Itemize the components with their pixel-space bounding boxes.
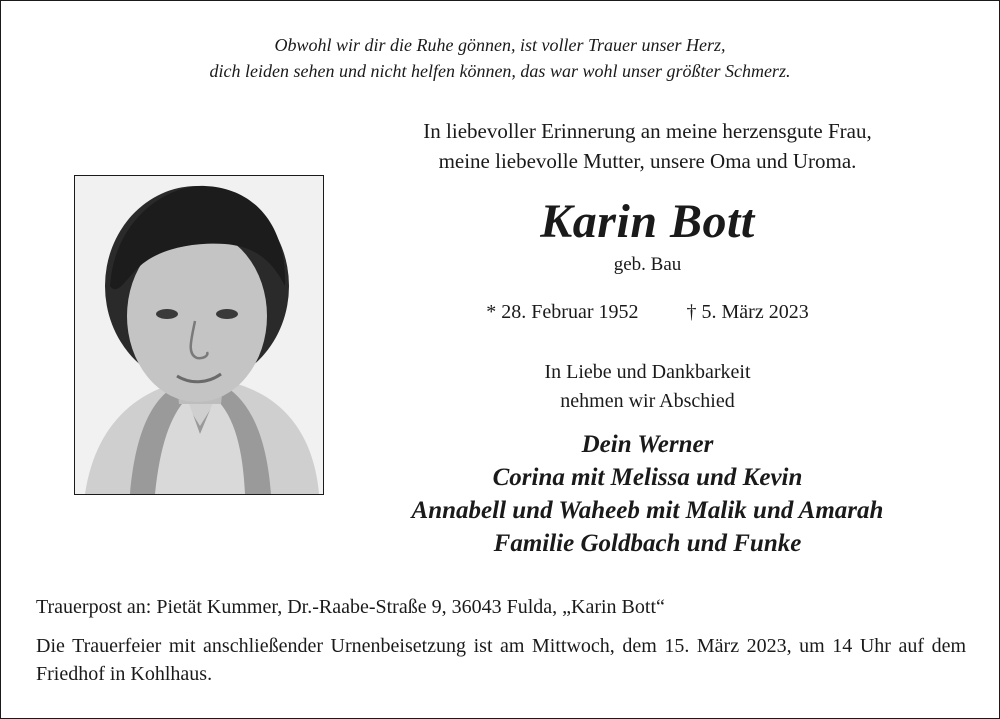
- poem-line: Obwohl wir dir die Ruhe gönnen, ist voller Trauer unser Herz,: [274, 35, 726, 55]
- condolence-address: Trauerpost an: Pietät Kummer, Dr.-Raabe-Straße 9, 36043 Fulda, „Karin Bott“: [36, 596, 665, 618]
- mourners-list: [360, 428, 935, 560]
- notice-main: [360, 116, 935, 560]
- deceased-name: Karin Bott: [540, 195, 755, 248]
- birth-name: geb. Bau: [613, 254, 682, 275]
- birth-date: * 28. Februar 1952: [486, 301, 639, 323]
- intro-line: In liebevoller Erinnerung an meine herzensgute Frau,: [423, 119, 872, 143]
- farewell-line: nehmen wir Abschied: [560, 390, 735, 412]
- intro-line: meine liebevolle Mutter, unsere Oma und Uroma.: [438, 149, 857, 173]
- memorial-poem: [0, 32, 1000, 84]
- mourner-line: Dein Werner: [581, 431, 714, 458]
- mourner-line: Familie Goldbach und Funke: [493, 530, 802, 557]
- portrait-photo: [74, 175, 324, 495]
- farewell-text: [360, 358, 935, 416]
- mourner-line: Corina mit Melissa und Kevin: [492, 464, 803, 491]
- notice-footer: [36, 593, 966, 688]
- ceremony-info: Die Trauerfeier mit anschließender Urnenbeisetzung ist am Mittwoch, dem 15. März 2023, um 14 Uhr auf dem Friedhof in Kohlhaus.: [36, 635, 966, 685]
- farewell-line: In Liebe und Dankbarkeit: [544, 361, 751, 383]
- poem-line: dich leiden sehen und nicht helfen können, das war wohl unser größter Schmerz.: [209, 61, 791, 81]
- life-dates: [360, 298, 935, 326]
- intro-text: [360, 116, 935, 176]
- death-date: † 5. März 2023: [686, 301, 809, 323]
- mourner-line: Annabell und Waheeb mit Malik und Amarah: [411, 497, 884, 524]
